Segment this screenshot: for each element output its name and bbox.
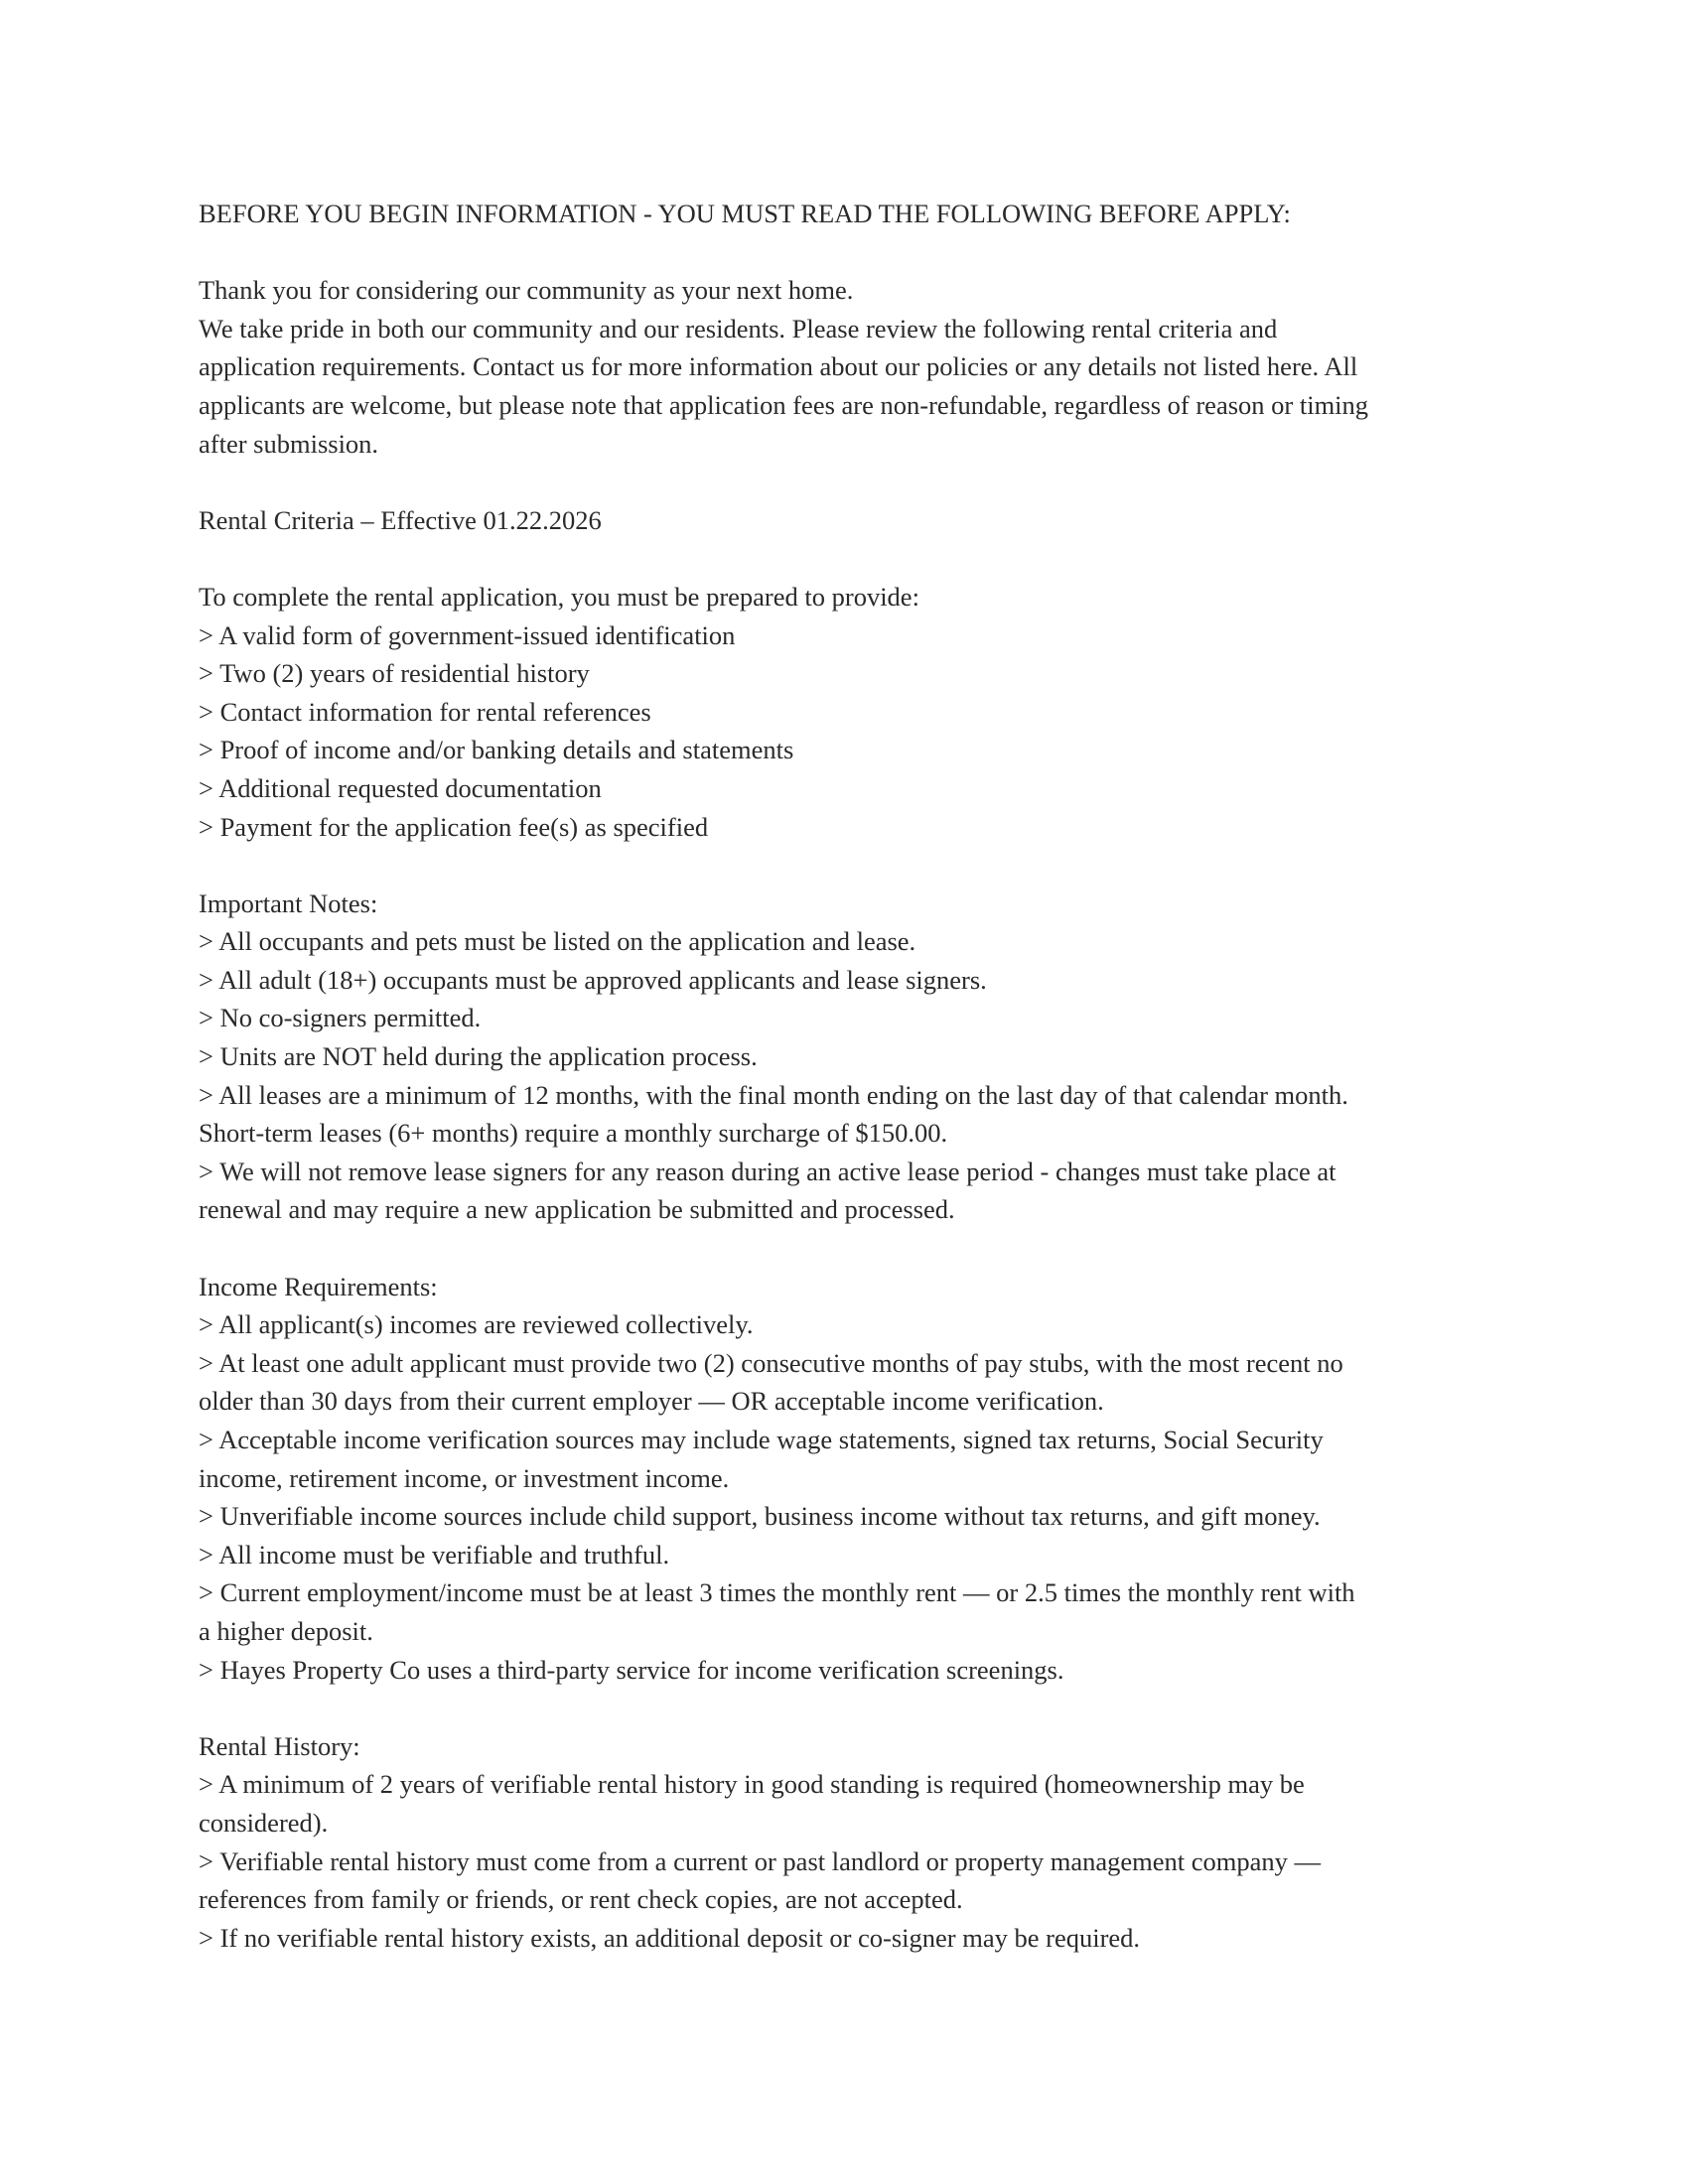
list-item: > Current employment/income must be at least 3 times the monthly rent — or 2.5 times the monthly rent with <box>199 1577 1355 1608</box>
document-page <box>199 195 1489 1957</box>
intro-line: application requirements. Contact us for more information about our policies or any details not listed here. All <box>199 351 1358 382</box>
section-title: Rental History: <box>199 1730 360 1761</box>
list-item: > Additional requested documentation <box>199 772 602 803</box>
list-item: > Two (2) years of residential history <box>199 658 590 689</box>
intro-line: after submission. <box>199 428 379 459</box>
list-item: > A minimum of 2 years of verifiable rental history in good standing is required (homeownership may be <box>199 1769 1305 1800</box>
list-item: > We will not remove lease signers for any reason during an active lease period - changes must take place at <box>199 1156 1336 1186</box>
spacer <box>199 846 1489 885</box>
document-heading: BEFORE YOU BEGIN INFORMATION - YOU MUST READ THE FOLLOWING BEFORE APPLY: <box>199 199 1291 228</box>
intro-line: applicants are welcome, but please note that application fees are non-refundable, regardless of reason or timing <box>199 389 1369 420</box>
list-item: > Proof of income and/or banking details and statements <box>199 735 794 765</box>
list-item: > At least one adult applicant must provide two (2) consecutive months of pay stubs, with the most recent no <box>199 1347 1343 1378</box>
list-item-continuation: income, retirement income, or investment income. <box>199 1462 730 1493</box>
list-item: > Payment for the application fee(s) as specified <box>199 811 709 842</box>
criteria-title: Rental Criteria – Effective 01.22.2026 <box>199 504 602 535</box>
list-item: > Unverifiable income sources include child support, business income without tax returns, and gift money. <box>199 1501 1321 1532</box>
list-item: > All leases are a minimum of 12 months, with the final month ending on the last day of that calendar month. <box>199 1079 1348 1110</box>
list-item: > Hayes Property Co uses a third-party service for income verification screenings. <box>199 1654 1064 1685</box>
spacer <box>199 233 1489 272</box>
list-item: > If no verifiable rental history exists, an additional deposit or co-signer may be required. <box>199 1922 1141 1953</box>
list-item-continuation: considered). <box>199 1807 329 1838</box>
income-section <box>199 1268 1489 1690</box>
section-title: Income Requirements: <box>199 1271 438 1301</box>
section-title: To complete the rental application, you must be prepared to provide: <box>199 581 919 612</box>
list-item: > A valid form of government-issued identification <box>199 619 736 650</box>
history-section <box>199 1727 1489 1958</box>
list-item-continuation: a higher deposit. <box>199 1615 373 1646</box>
intro-section <box>199 271 1489 463</box>
list-item: > Acceptable income verification sources may include wage statements, signed tax returns, Social Security <box>199 1425 1324 1454</box>
list-item-continuation: Short-term leases (6+ months) require a monthly surcharge of $150.00. <box>199 1118 948 1149</box>
list-item: > Units are NOT held during the application process. <box>199 1041 758 1072</box>
intro-line: Thank you for considering our community as your next home. <box>199 275 854 306</box>
list-item: > All income must be verifiable and truthful. <box>199 1539 670 1570</box>
list-item: > All applicant(s) incomes are reviewed collectively. <box>199 1309 754 1340</box>
list-item: > All occupants and pets must be listed on the application and lease. <box>199 926 916 957</box>
list-item-continuation: older than 30 days from their current employer — OR acceptable income verification. <box>199 1386 1104 1417</box>
list-item: > Verifiable rental history must come from a current or past landlord or property management company — <box>199 1845 1322 1876</box>
list-item: > No co-signers permitted. <box>199 1003 482 1033</box>
spacer <box>199 1229 1489 1268</box>
intro-line: We take pride in both our community and our residents. Please review the following rental criteria and <box>199 313 1278 343</box>
list-item: > Contact information for rental references <box>199 696 651 727</box>
provide-section <box>199 578 1489 846</box>
spacer <box>199 539 1489 578</box>
list-item-continuation: references from family or friends, or rent check copies, are not accepted. <box>199 1884 963 1915</box>
spacer <box>199 1689 1489 1727</box>
notes-section <box>199 885 1489 1229</box>
list-item-continuation: renewal and may require a new application be submitted and processed. <box>199 1194 955 1225</box>
list-item: > All adult (18+) occupants must be approved applicants and lease signers. <box>199 964 987 995</box>
section-title: Important Notes: <box>199 887 378 918</box>
spacer <box>199 463 1489 501</box>
